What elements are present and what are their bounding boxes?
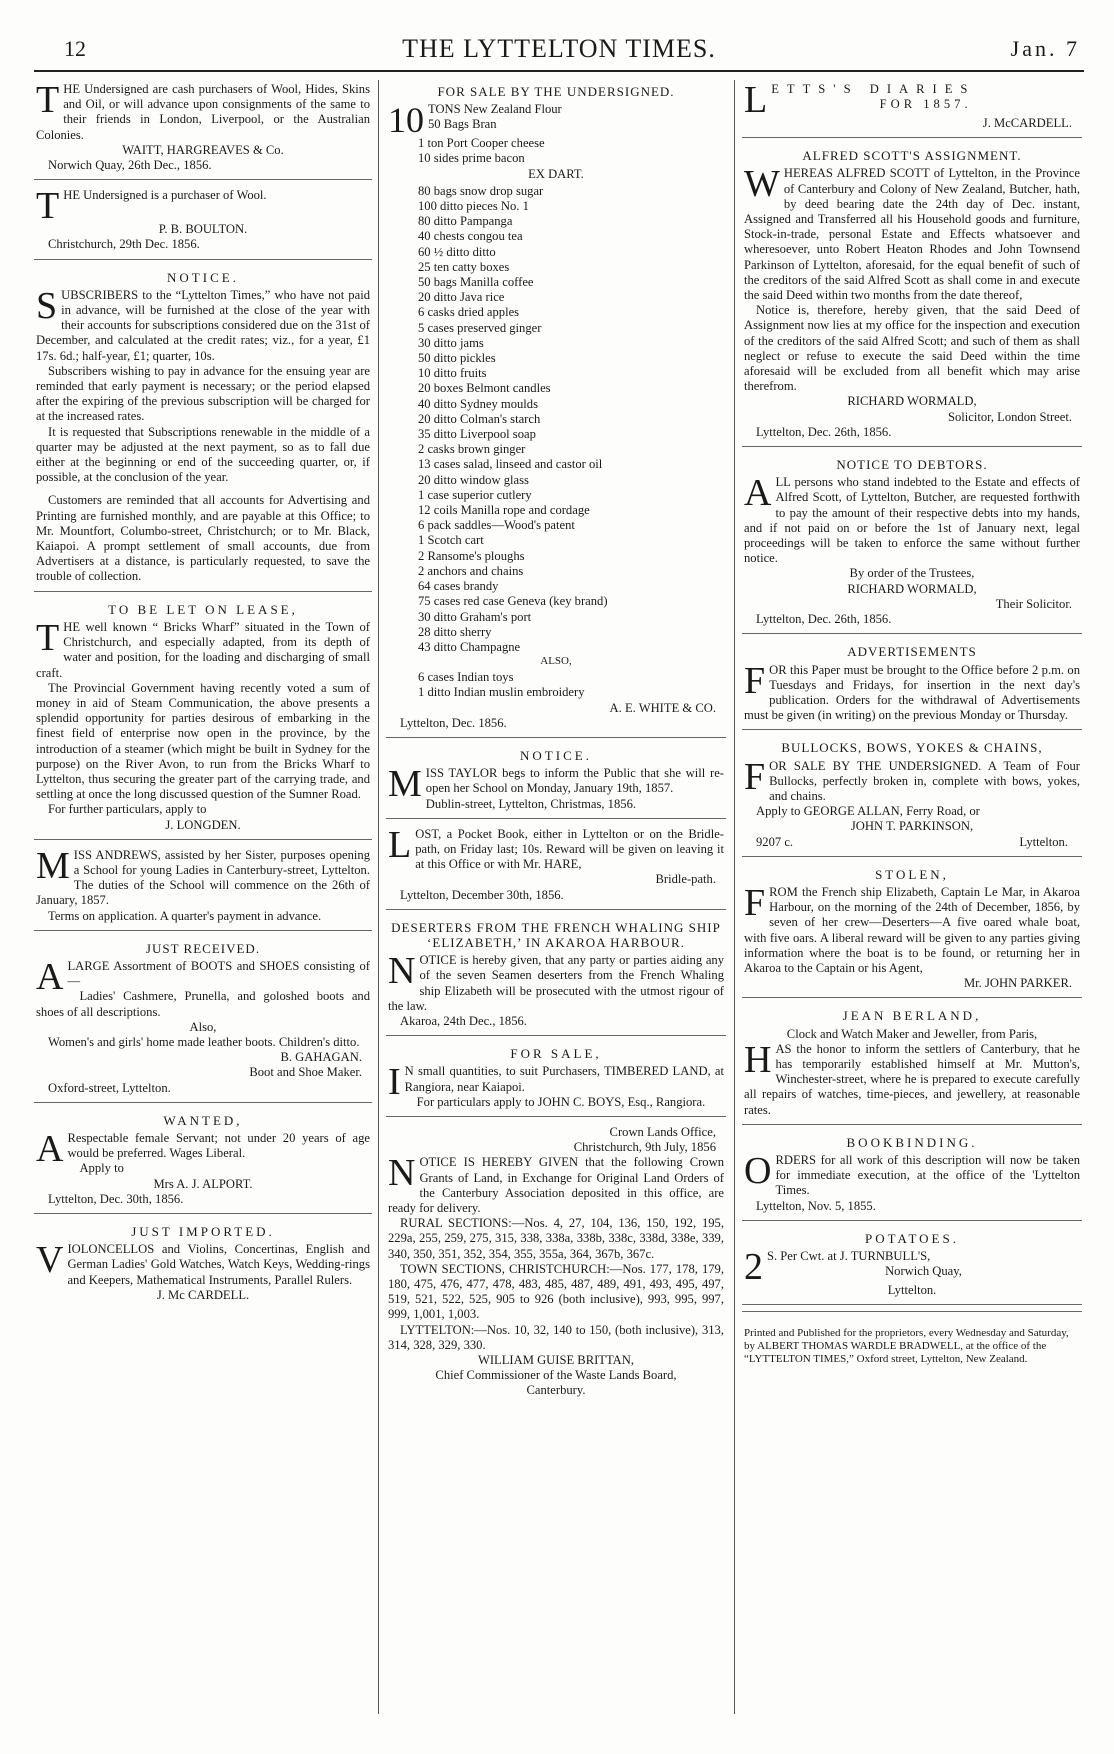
- ad-subheading: EX DART.: [528, 166, 584, 181]
- ad-scott-assignment: [742, 144, 1082, 447]
- list-item: 28 ditto sherry: [418, 624, 492, 639]
- ad-miss-taylor: [386, 744, 726, 819]
- ad-signer-place: Canterbury.: [526, 1383, 586, 1398]
- ad-lost-pocket-book: [386, 825, 726, 910]
- drop-cap: T: [36, 185, 60, 228]
- ad-heading: STOLEN,: [875, 866, 949, 882]
- ad-heading: FOR SALE BY THE UNDERSIGNED.: [437, 84, 675, 99]
- issue-date: Jan. 7: [1010, 36, 1080, 61]
- ad-text: Notice is, therefore, hereby given, that the said Deed of Assignment now lies at my office for the inspection and execution of the creditors of the said Alfred Scott; and such of them as shall neglect or refuse to execute the said Deed within the time aforesaid will be excluded from all benefit which may arise therefrom.: [744, 303, 1080, 394]
- ad-text: It is requested that Subscriptions renewable in the middle of a quarter may be adjusted at the next payment, so as to fall due either at the beginning or end of the succeeding quarter, or, if possible, at the conclusion of the year.: [36, 424, 370, 485]
- ad-heading: DESERTERS FROM THE FRENCH WHALING SHIP ‘ELIZABETH,’ IN AKAROA HARBOUR.: [391, 919, 721, 950]
- ad-signer-title: Their Solicitor.: [995, 596, 1072, 611]
- drop-cap: F: [744, 881, 766, 924]
- drop-cap: L: [388, 823, 412, 866]
- ad-text: ETTS'S DIARIES: [771, 82, 976, 96]
- ad-signer: JOHN T. PARKINSON,: [850, 819, 974, 834]
- drop-cap: I: [388, 1061, 401, 1104]
- ad-heading: NOTICE.: [520, 747, 592, 763]
- ad-text: Ladies' Cashmere, Prunella, and goloshed boots and shoes of all descriptions.: [36, 989, 370, 1019]
- column-rule: [378, 80, 379, 1714]
- list-item: 43 ditto Champagne: [418, 639, 521, 654]
- ad-signer-title: Solicitor, London Street.: [947, 409, 1072, 424]
- ad-subscribers-notice: [34, 266, 372, 592]
- ad-date: Akaroa, 24th Dec., 1856.: [400, 1013, 527, 1028]
- ad-stolen: [742, 863, 1082, 999]
- ad-text: The Provincial Government having recently voted a sum of money in aid of Steam Communication, the above presents a splendid opportunity for parties desirous of embarking in the finest field of enterprise now open in the province, by the introduction of a steamer (which might be built in Sydney for the purpose) on the River Avon, to run from the Bricks Wharf to Lyttelton, thus securing the greater part of the carrying trade, and settling at once the long discussed question of the Sumner Road.: [36, 680, 370, 802]
- list-item: 20 ditto window glass: [418, 472, 529, 487]
- ad-text: RDERS for all work of this description will now be taken for immediate execution, at the office of the 'Lyttelton Times.: [775, 1152, 1080, 1198]
- ad-date: Lyttelton, Dec. 30th, 1856.: [48, 1191, 184, 1206]
- ad-text: OTICE is hereby given, that any party or parties aiding any of the seven Seamen deserters from the French Whaling ship Elizabeth will be prosecuted with the utmost rigour of the law.: [388, 953, 724, 1013]
- list-item: 6 pack saddles—Wood's patent: [418, 518, 575, 533]
- ad-text: N small quantities, to suit Purchasers, TIMBERED LAND, at Rangiora, near Kaiapoi.: [404, 1064, 724, 1094]
- list-item: 30 ditto Graham's port: [418, 609, 532, 624]
- drop-cap: S: [36, 284, 58, 327]
- ad-jean-berland: [742, 1004, 1082, 1124]
- ad-crown-grants: [386, 1123, 726, 1405]
- ad-text: UBSCRIBERS to the “Lyttelton Times,” who have not paid in advance, will be furnished at the close of the year with their accounts for subscriptions considered due on the 31st of December, and calculated at the credit rates; viz., for a year, £1 17s. 6d.; half-year, £1; quarter, 10s.: [36, 287, 370, 363]
- ad-text: 50 Bags Bran: [428, 117, 497, 132]
- list-item: 6 cases Indian toys: [418, 670, 514, 685]
- printer-imprint: [742, 1311, 1082, 1383]
- ad-signer: J. Mc CARDELL.: [156, 1287, 250, 1302]
- list-item: 25 ten catty boxes: [418, 259, 510, 274]
- ad-signer: RICHARD WORMALD,: [847, 394, 977, 409]
- ad-signer: RICHARD WORMALD,: [847, 581, 977, 596]
- ad-just-imported: [34, 1220, 372, 1309]
- drop-cap: A: [744, 472, 772, 515]
- ad-signer: WILLIAM GUISE BRITTAN,: [477, 1353, 635, 1368]
- ad-heading: POTATOES.: [865, 1230, 959, 1246]
- ad-place: Christchurch, 9th July, 1856: [573, 1140, 716, 1155]
- ad-date: Lyttelton, Nov. 5, 1855.: [756, 1198, 876, 1213]
- list-item: 13 cases salad, linseed and castor oil: [418, 457, 603, 472]
- list-item: 20 boxes Belmont candles: [418, 381, 551, 396]
- ad-text: AS the honor to inform the settlers of Canterbury, that he has temporarily established himself at Mr. Mutton's, Winchester-street, where he is prepared to execute carefully all repairs of watches, time-pieces, and jewellery, at reasonable rates.: [744, 1041, 1080, 1117]
- ad-notice-to-debtors: [742, 453, 1082, 634]
- ad-date: Dublin-street, Lyttelton, Christmas, 1856.: [425, 796, 637, 811]
- ad-reference: 9207 c.: [756, 834, 794, 849]
- ad-heading: JUST IMPORTED.: [131, 1224, 275, 1239]
- ad-text: Apply to GEORGE ALLAN, Ferry Road, or: [756, 804, 980, 819]
- ad-text: LL persons who stand indebted to the Estate and effects of Alfred Scott, of Lyttelton, Butcher, are requested forthwith to pay the amount of their respective debts into my hands, and if not paid on or before the 1st of January next, legal proceedings will be taken to enforce the same without further notice.: [744, 475, 1080, 566]
- ad-text: OR SALE BY THE UNDERSIGNED. A Team of Four Bullocks, perfectly broken in, complete with bows, yokes, and chains.: [769, 758, 1080, 803]
- ad-text: Apply to: [79, 1161, 124, 1176]
- ad-heading: WANTED,: [163, 1112, 243, 1128]
- list-item: 1 case superior cutlery: [418, 487, 532, 502]
- list-item: 35 ditto Liverpool soap: [418, 427, 536, 442]
- ad-date: Christchurch, 29th Dec. 1856.: [48, 237, 200, 252]
- ad-text: Lyttelton.: [887, 1283, 937, 1297]
- list-item: 6 casks dried apples: [418, 305, 520, 320]
- ad-text: ISS ANDREWS, assisted by her Sister, purposes opening a School for young Ladies in Canterbury-street, Lyttelton. The duties of the School will commence on the 26th of January, 1857.: [36, 847, 370, 908]
- drop-cap: F: [744, 659, 766, 702]
- ad-text: ROM the French ship Elizabeth, Captain Le Mar, in Akaroa Harbour, on the morning of the 24th of December, 1856, by seven of her crew—Deserters—A five oared whale boat, with five oars. A liberal reward will be given to any parties giving information where the boat is to be found, or returning her in Akaroa to the Captain or his Agent,: [744, 884, 1080, 975]
- ad-signer: WAITT, HARGREAVES & Co.: [122, 142, 284, 157]
- list-item: 2 Ransome's ploughs: [418, 548, 525, 563]
- list-item: 30 ditto jams: [418, 335, 484, 350]
- drop-cap: N: [388, 950, 416, 993]
- list-item: 20 ditto Colman's starch: [418, 411, 541, 426]
- imprint-text: Printed and Published for the proprietors, every Wednesday and Saturday, by ALBERT THOMAS WARDLE BRADWELL, at the office of the “LYTTELTON TIMES,” Oxford street, Lyttelton, New Zealand.: [744, 1327, 1069, 1366]
- list-item: 1 ton Port Cooper cheese: [418, 136, 545, 151]
- drop-cap: V: [36, 1239, 64, 1282]
- ad-heading: TO BE LET ON LEASE,: [108, 601, 298, 617]
- ad-text: LARGE Assortment of BOOTS and SHOES consisting of—: [67, 958, 370, 989]
- ad-text: For particulars apply to JOHN C. BOYS, Esq., Rangiora.: [416, 1094, 706, 1109]
- ad-text: HE Undersigned is a purchaser of Wool.: [63, 188, 267, 203]
- drop-cap: A: [36, 955, 64, 998]
- list-item: 12 coils Manilla rope and cordage: [418, 503, 590, 518]
- ad-text: FOR 1857.: [879, 97, 972, 112]
- drop-cap: A: [36, 1127, 64, 1170]
- ad-date: Lyttelton, Dec. 26th, 1856.: [756, 612, 892, 627]
- ad-bricks-wharf-lease: [34, 598, 372, 840]
- ad-text: TONS New Zealand Flour: [428, 102, 562, 117]
- ad-signer: B. GAHAGAN.: [280, 1050, 362, 1065]
- ad-date: Oxford-street, Lyttelton.: [48, 1080, 171, 1095]
- ad-signer-title: Chief Commissioner of the Waste Lands Board,: [435, 1368, 677, 1383]
- ad-heading: JEAN BERLAND,: [842, 1008, 982, 1024]
- drop-cap: M: [36, 844, 70, 887]
- ad-text: S. Per Cwt. at J. TURNBULL'S,: [767, 1249, 931, 1263]
- ad-signer: J. LONGDEN.: [165, 817, 241, 832]
- ad-heading: ADVERTISEMENTS: [847, 644, 977, 660]
- ad-text: Norwich Quay,: [885, 1264, 962, 1279]
- ad-subheading: Clock and Watch Maker and Jeweller, from Paris,: [786, 1026, 1038, 1041]
- ad-text: Terms on application. A quarter's payment in advance.: [48, 908, 322, 923]
- list-item: 64 cases brandy: [418, 579, 499, 594]
- drop-cap: H: [744, 1038, 772, 1081]
- list-item: 20 ditto Java rice: [418, 290, 505, 305]
- page-number: 12: [64, 36, 86, 61]
- ad-place: Crown Lands Office,: [609, 1124, 716, 1139]
- ad-bullocks: [742, 736, 1082, 856]
- ad-text: Subscribers wishing to pay in advance for the ensuing year are reminded that early payment is necessary; or the period elapsed after the expiring of the previous subscription will be charged for at the increased rates.: [36, 363, 370, 424]
- ad-potatoes: [742, 1227, 1082, 1305]
- drop-cap: W: [744, 163, 780, 206]
- ad-text: Also,: [189, 1019, 217, 1034]
- drop-cap: F: [744, 755, 766, 798]
- ad-text: TOWN SECTIONS, CHRISTCHURCH:—Nos. 177, 178, 179, 180, 475, 476, 477, 478, 483, 485, 487, 489, 491, 493, 495, 497, 519, 521, 522, 525, 905 to 926 (both inclusive), 993, 995, 997, 999, 1,001, 1,003.: [388, 1261, 724, 1322]
- list-item: 10 ditto fruits: [418, 366, 487, 381]
- ad-text: HEREAS ALFRED SCOTT of Lyttelton, in the Province of Canterbury and Colony of New Zealand, Butcher, hath, by deed bearing date the 24th day of Dec. instant, Assigned and Transferred all his Household goods and furniture, Stock-in-trade, personal Estate and Effects whatsoever and wheresoever, unto Robert Heaton Rhodes and John Townsend Parkinson of Lyttelton, aforesaid, for the equal benefit of such of the creditors of the said Alfred Scott as shall come in and execute the said Deed within two months from the date thereof,: [744, 166, 1080, 303]
- ad-text: OTICE IS HEREBY GIVEN that the following Crown Grants of Land, in Exchange for Original Land Orders of the Canterbury Association deposited in this office, are ready for delivery.: [388, 1155, 724, 1215]
- list-item: 40 chests congou tea: [418, 229, 523, 244]
- ad-text: HE well known “ Bricks Wharf” situated in the Town of Christchurch, and especially adapted, from its depth of water and position, for the loading and discharging of small craft.: [36, 619, 370, 680]
- list-item: 2 anchors and chains: [418, 563, 524, 578]
- list-item: 1 ditto Indian muslin embroidery: [418, 685, 585, 700]
- ad-text: Respectable female Servant; not under 20 years of age would be preferred. Wages Liberal.: [67, 1130, 370, 1161]
- ad-text: Customers are reminded that all accounts for Advertising and Printing are furnished monthly, and are payable at this Office; to Mr. Mountfort, Columbo-street, Christchurch; or to Mr. Black, Kaiapoi. A prompt settlement of small accounts, due from Advertisers at a distance, is particularly requested, to save the trouble of collection.: [36, 493, 370, 584]
- ad-signer: P. B. BOULTON.: [158, 222, 248, 237]
- ad-wanted-servant: [34, 1109, 372, 1214]
- ad-letts-diaries: [742, 80, 1082, 138]
- drop-cap: T: [36, 616, 60, 659]
- ad-heading: FOR SALE,: [510, 1046, 602, 1062]
- ad-place: Lyttelton.: [1019, 834, 1068, 849]
- ad-text: OST, a Pocket Book, either in Lyttelton or on the Bridle-path, on Friday last; 10s. Reward will be given on leaving it at this Office or with Mr. HARE,: [415, 826, 724, 872]
- list-item: 50 bags Manilla coffee: [418, 275, 534, 290]
- list-item: 50 ditto pickles: [418, 351, 496, 366]
- column-1: [34, 80, 372, 1714]
- ad-heading: BULLOCKS, BOWS, YOKES & CHAINS,: [781, 740, 1043, 756]
- ad-text: OR this Paper must be brought to the Office before 2 p.m. on Tuesdays and Fridays, for insertion in the next day's publication. Orders for the withdrawal of Advertisements must be given (in writing) on the previous Monday or Thursday.: [744, 662, 1080, 723]
- ad-signer: Mrs A. J. ALPORT.: [153, 1176, 253, 1191]
- ad-for-sale-white: [386, 80, 726, 738]
- drop-cap: O: [744, 1149, 772, 1192]
- masthead: [34, 30, 1084, 72]
- list-item: 1 Scotch cart: [418, 533, 484, 548]
- list-item: 60 ½ ditto ditto: [418, 244, 496, 259]
- newspaper-title: THE LYTTELTON TIMES.: [402, 34, 716, 63]
- ad-text: ISS TAYLOR begs to inform the Public that she will re-open her School on Monday, January 19th, 1857.: [425, 766, 724, 796]
- ad-heading: BOOKBINDING.: [846, 1134, 978, 1150]
- ad-signer: J. McCARDELL.: [982, 116, 1072, 130]
- drop-cap: 10: [388, 100, 424, 141]
- ad-heading: ALFRED SCOTT'S ASSIGNMENT.: [802, 148, 1022, 164]
- ad-text: IOLONCELLOS and Violins, Concertinas, English and German Ladies' Gold Watches, Watch Keys, Wedding-rings and Keepers, Mathematical Instruments, Parallel Rulers.: [67, 1242, 370, 1287]
- drop-cap: T: [36, 80, 60, 121]
- ad-text: LYTTELTON:—Nos. 10, 32, 140 to 150, (both inclusive), 313, 314, 328, 329, 330.: [388, 1322, 724, 1352]
- ad-date: Lyttelton, December 30th, 1856.: [400, 887, 564, 902]
- ad-date: Norwich Quay, 26th Dec., 1856.: [48, 158, 212, 173]
- ad-subheading: ALSO,: [540, 655, 572, 668]
- ad-signer: Mr. JOHN PARKER.: [963, 976, 1072, 991]
- ad-text: RURAL SECTIONS:—Nos. 4, 27, 104, 136, 150, 192, 195, 229a, 255, 259, 275, 315, 338, 338a, 338b, 338c, 338d, 338e, 339, 340, 350, 351, 352, 354, 355, 355a, 364, 367b, 367c.: [388, 1216, 724, 1261]
- column-3: [742, 80, 1082, 1714]
- list-item: 100 ditto pieces No. 1: [418, 199, 529, 214]
- ad-signer: A. E. WHITE & CO.: [609, 700, 716, 715]
- ad-text: For further particulars, apply to: [48, 802, 207, 817]
- drop-cap: L: [744, 80, 768, 121]
- drop-cap: M: [388, 763, 422, 806]
- ad-bookbinding: [742, 1131, 1082, 1221]
- ad-deserters: [386, 916, 726, 1036]
- column-rule: [734, 80, 735, 1714]
- ad-boulton: [34, 186, 372, 259]
- list-item: 2 casks brown ginger: [418, 442, 526, 457]
- drop-cap: N: [388, 1152, 416, 1195]
- ad-waitt-hargreaves: [34, 80, 372, 180]
- ad-signer-title: Boot and Shoe Maker.: [249, 1065, 362, 1080]
- ad-date: Lyttelton, Dec. 1856.: [400, 715, 507, 730]
- column-2: [386, 80, 726, 1714]
- ad-heading: NOTICE.: [167, 269, 239, 285]
- ad-heading: JUST RECEIVED.: [145, 940, 261, 956]
- list-item: 80 ditto Pampanga: [418, 214, 513, 229]
- ad-text: Women's and girls' home made leather boots. Children's ditto.: [48, 1034, 360, 1049]
- ad-advertisements: [742, 640, 1082, 730]
- list-item: 80 bags snow drop sugar: [418, 183, 544, 198]
- ad-just-received: [34, 937, 372, 1103]
- list-item: 10 sides prime bacon: [418, 151, 525, 166]
- ad-heading: NOTICE TO DEBTORS.: [836, 457, 988, 473]
- list-item: 40 ditto Sydney moulds: [418, 396, 538, 411]
- ad-text: HE Undersigned are cash purchasers of Wool, Hides, Skins and Oil, or will advance upon consignments of the same to their friends in London, Liverpool, or the Australian Colonies.: [36, 82, 370, 142]
- list-item: 75 cases red case Geneva (key brand): [418, 594, 608, 609]
- ad-text: Bridle-path.: [655, 872, 716, 887]
- ad-date: Lyttelton, Dec. 26th, 1856.: [756, 424, 892, 439]
- ad-for-sale-land: [386, 1042, 726, 1117]
- drop-cap: 2: [744, 1246, 763, 1288]
- ad-miss-andrews: [34, 846, 372, 931]
- list-item: 5 cases preserved ginger: [418, 320, 542, 335]
- ad-text: By order of the Trustees,: [849, 566, 975, 581]
